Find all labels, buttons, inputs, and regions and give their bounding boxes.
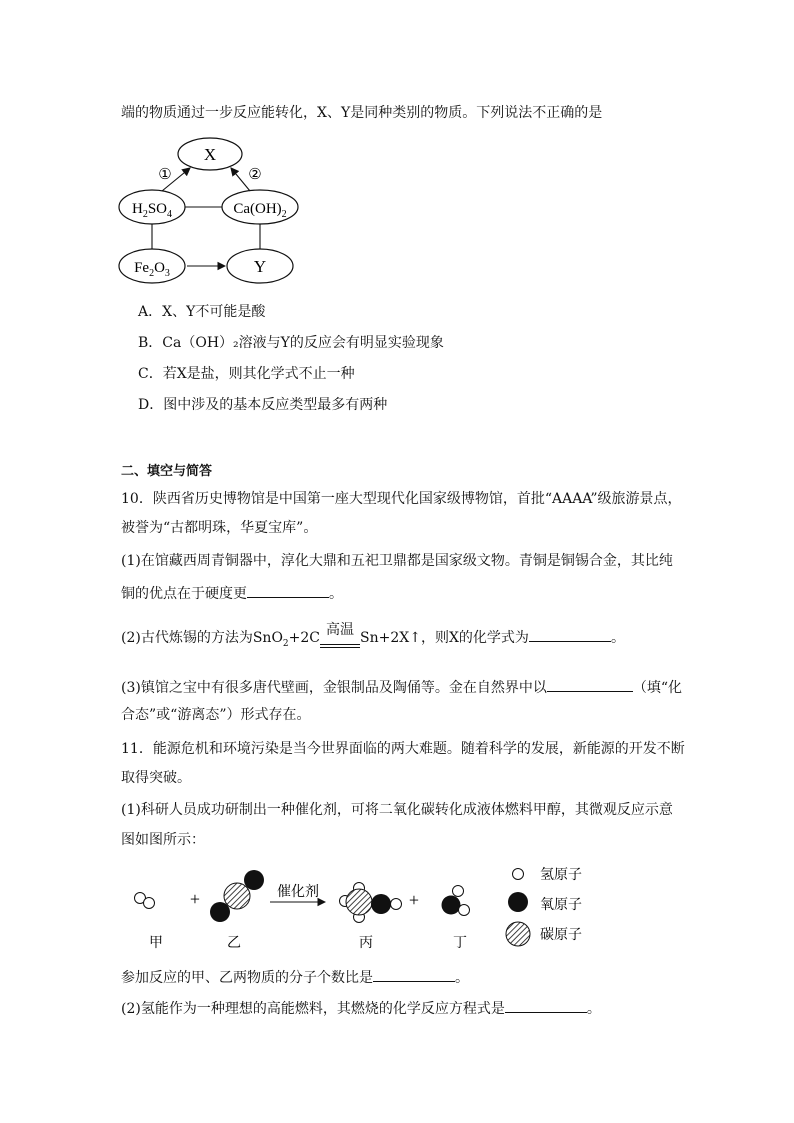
question-10-part2: (2)古代炼锡的方法为SnO$_2$+2C 高温 Sn+2X↑，则X的化学式为 。	[121, 622, 625, 649]
label-1: ①	[158, 167, 172, 183]
question-11-part1-ratio: 参加反应的甲、乙两物质的分子个数比是 。	[121, 967, 469, 987]
option-a: A．X、Y不可能是酸	[138, 304, 266, 320]
plus-1: +	[189, 889, 201, 909]
plus-2: +	[408, 890, 420, 910]
answer-blank-hardness[interactable]	[247, 583, 329, 598]
molecule-jia	[135, 893, 155, 909]
answer-blank-gold-state[interactable]	[547, 677, 633, 692]
node-h2so4-label: $H_2SO_4$	[131, 201, 173, 220]
question-10-part1-line1: (1)在馆藏西周青铜器中，淳化大鼎和五祀卫鼎都是国家级文物。青铜是铜锡合金，其比纯	[121, 553, 673, 569]
question-10-line1: 10．陕西省历史博物馆是中国第一座大型现代化国家级博物馆，首批“AAAA”级旅游景点，	[121, 491, 682, 507]
node-fe2o3-label: $Fe_2O_3$	[134, 260, 170, 279]
answer-blank-ratio[interactable]	[373, 967, 455, 982]
question-10-line2: 被誉为“古都明珠，华夏宝库”。	[121, 520, 318, 536]
label-yi: 乙	[227, 936, 241, 951]
legend-oxygen: 氧原子	[540, 898, 582, 913]
reaction-condition: 高温	[320, 636, 360, 642]
conversion-diagram	[110, 132, 310, 287]
legend-carbon-symbol	[506, 922, 530, 946]
question-11-line2: 取得突破。	[121, 770, 191, 786]
label-jia: 甲	[149, 936, 163, 951]
legend-hydrogen-symbol	[513, 869, 524, 880]
catalyst-label: 催化剂	[277, 885, 319, 900]
answer-blank-x-formula[interactable]	[529, 627, 611, 642]
arrow-2	[231, 168, 250, 191]
question-11-part1-line1: (1)科研人员成功研制出一种催化剂，可将二氧化碳转化成液体燃料甲醇，其微观反应示意	[121, 802, 673, 818]
section-title: 二、填空与简答	[121, 464, 213, 479]
node-x-label: X	[203, 145, 217, 164]
option-b: B．Ca（OH）₂溶液与Y的反应会有明显实验现象	[138, 335, 444, 351]
node-caoh2-label: $Ca(OH)_2$	[233, 201, 287, 220]
question-11-part2: (2)氢能作为一种理想的高能燃料，其燃烧的化学反应方程式是 。	[121, 998, 601, 1018]
molecule-ding	[442, 886, 470, 916]
question-11-part1-line2: 图如图所示：	[121, 832, 205, 848]
legend-oxygen-symbol	[508, 892, 528, 912]
question-10-part3-line2: 合态”或“游离态”）形式存在。	[121, 707, 311, 723]
question-11-line1: 11．能源危机和环境污染是当今世界面临的两大难题。随着科学的发展，新能源的开发不断	[121, 741, 685, 757]
legend-hydrogen: 氢原子	[540, 868, 582, 883]
label-2: ②	[248, 167, 262, 183]
answer-blank-equation[interactable]	[505, 998, 587, 1013]
node-y-label: Y	[253, 257, 267, 276]
question-10-part3-line1: (3)镇馆之宝中有很多唐代壁画，金银制品及陶俑等。金在自然界中以 （填“化	[121, 677, 682, 697]
molecule-yi	[210, 870, 264, 922]
legend-carbon: 碳原子	[540, 928, 582, 943]
question-9-stem: 端的物质通过一步反应能转化，X、Y是同种类别的物质。下列说法不正确的是	[121, 105, 603, 121]
molecule-diagram	[120, 858, 600, 958]
option-c: C．若X是盐，则其化学式不止一种	[138, 366, 355, 382]
option-d: D．图中涉及的基本反应类型最多有两种	[138, 397, 388, 413]
label-bing: 丙	[359, 936, 373, 951]
molecule-bing	[340, 883, 402, 923]
legend	[506, 867, 582, 946]
label-ding: 丁	[453, 936, 467, 951]
question-10-part1-line2: 铜的优点在于硬度更 。	[121, 583, 343, 603]
